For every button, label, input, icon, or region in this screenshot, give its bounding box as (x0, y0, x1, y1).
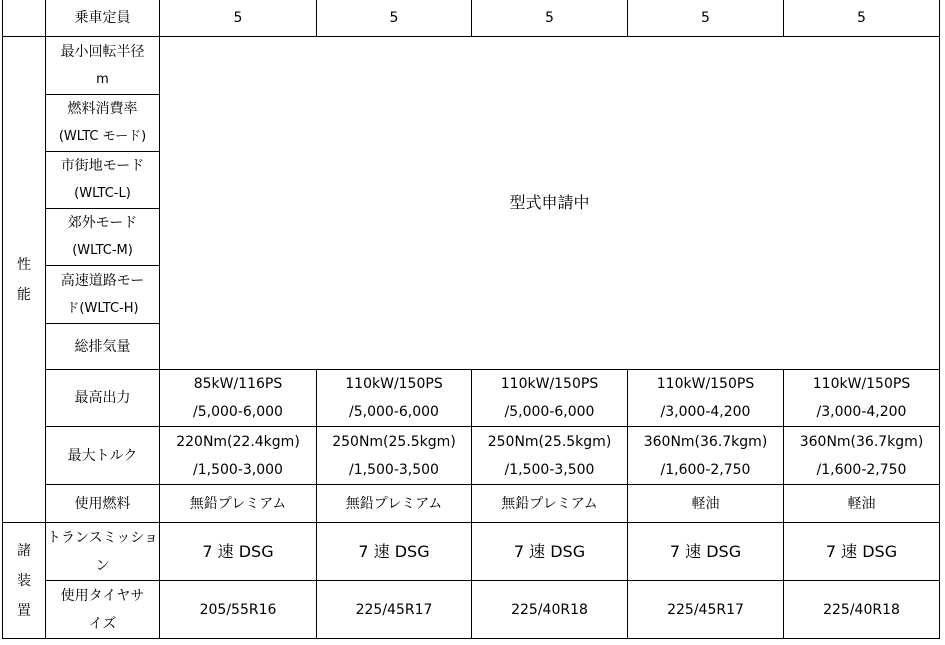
label-tire: 使用タイヤサ イズ (46, 581, 160, 639)
fuel-value: 軽油 (628, 485, 784, 523)
row-max-output (3, 370, 940, 427)
label-max-torque: 最大トルク (46, 427, 160, 485)
label-min-radius: 最小回転半径 m (46, 37, 160, 95)
tire-value: 225/45R17 (317, 581, 472, 639)
fuel-value: 無鉛プレミアム (472, 485, 628, 523)
capacity-value: 5 (472, 0, 628, 37)
group-performance (3, 37, 46, 523)
label-transmission: トランスミッショ ン (46, 523, 160, 581)
max-torque-value: 360Nm(36.7kgm) /1,600-2,750 (628, 427, 784, 485)
fuel-value: 無鉛プレミアム (317, 485, 472, 523)
max-torque-value: 360Nm(36.7kgm) /1,600-2,750 (784, 427, 940, 485)
label-fuel-rate: 燃料消費率 (WLTC モード) (46, 95, 160, 152)
spec-table (2, 0, 940, 639)
group-empty-cell (3, 0, 46, 37)
max-output-value: 110kW/150PS /3,000-4,200 (784, 370, 940, 427)
label-max-output: 最高出力 (46, 370, 160, 427)
max-torque-value: 250Nm(25.5kgm) /1,500-3,500 (472, 427, 628, 485)
transmission-value: 7 速 DSG (784, 523, 940, 581)
row-tire (3, 581, 940, 639)
row-max-torque (3, 427, 940, 485)
group-performance-char1: 性 (17, 256, 31, 273)
max-torque-value: 250Nm(25.5kgm) /1,500-3,500 (317, 427, 472, 485)
label-fuel: 使用燃料 (46, 485, 160, 523)
transmission-value: 7 速 DSG (160, 523, 317, 581)
capacity-value: 5 (317, 0, 472, 37)
label-city-mode: 市街地モード (WLTC-L) (46, 152, 160, 209)
max-output-value: 110kW/150PS /5,000-6,000 (317, 370, 472, 427)
max-torque-value: 220Nm(22.4kgm) /1,500-3,000 (160, 427, 317, 485)
tire-value: 225/45R17 (628, 581, 784, 639)
group-equipment-char1: 諸 (17, 542, 31, 559)
transmission-value: 7 速 DSG (628, 523, 784, 581)
row-fuel (3, 485, 940, 523)
row-transmission (3, 523, 940, 581)
row-min-radius (3, 37, 940, 95)
capacity-value: 5 (784, 0, 940, 37)
label-displacement: 総排気量 (46, 324, 160, 370)
tire-value: 205/55R16 (160, 581, 317, 639)
group-equipment (3, 523, 46, 639)
group-equipment-char2: 装 (17, 572, 31, 589)
fuel-value: 軽油 (784, 485, 940, 523)
transmission-value: 7 速 DSG (472, 523, 628, 581)
group-equipment-char3: 置 (17, 602, 31, 619)
group-performance-char2: 能 (17, 286, 31, 303)
label-suburb-mode: 郊外モード (WLTC-M) (46, 209, 160, 266)
max-output-value: 85kW/116PS /5,000-6,000 (160, 370, 317, 427)
capacity-value: 5 (160, 0, 317, 37)
transmission-value: 7 速 DSG (317, 523, 472, 581)
label-capacity: 乗車定員 (46, 0, 160, 37)
pending-notice: 型式申請中 (160, 37, 940, 370)
tire-value: 225/40R18 (784, 581, 940, 639)
fuel-value: 無鉛プレミアム (160, 485, 317, 523)
capacity-value: 5 (628, 0, 784, 37)
max-output-value: 110kW/150PS /5,000-6,000 (472, 370, 628, 427)
row-capacity (3, 0, 940, 37)
label-highway-mode: 高速道路モー ド(WLTC-H) (46, 266, 160, 324)
max-output-value: 110kW/150PS /3,000-4,200 (628, 370, 784, 427)
tire-value: 225/40R18 (472, 581, 628, 639)
